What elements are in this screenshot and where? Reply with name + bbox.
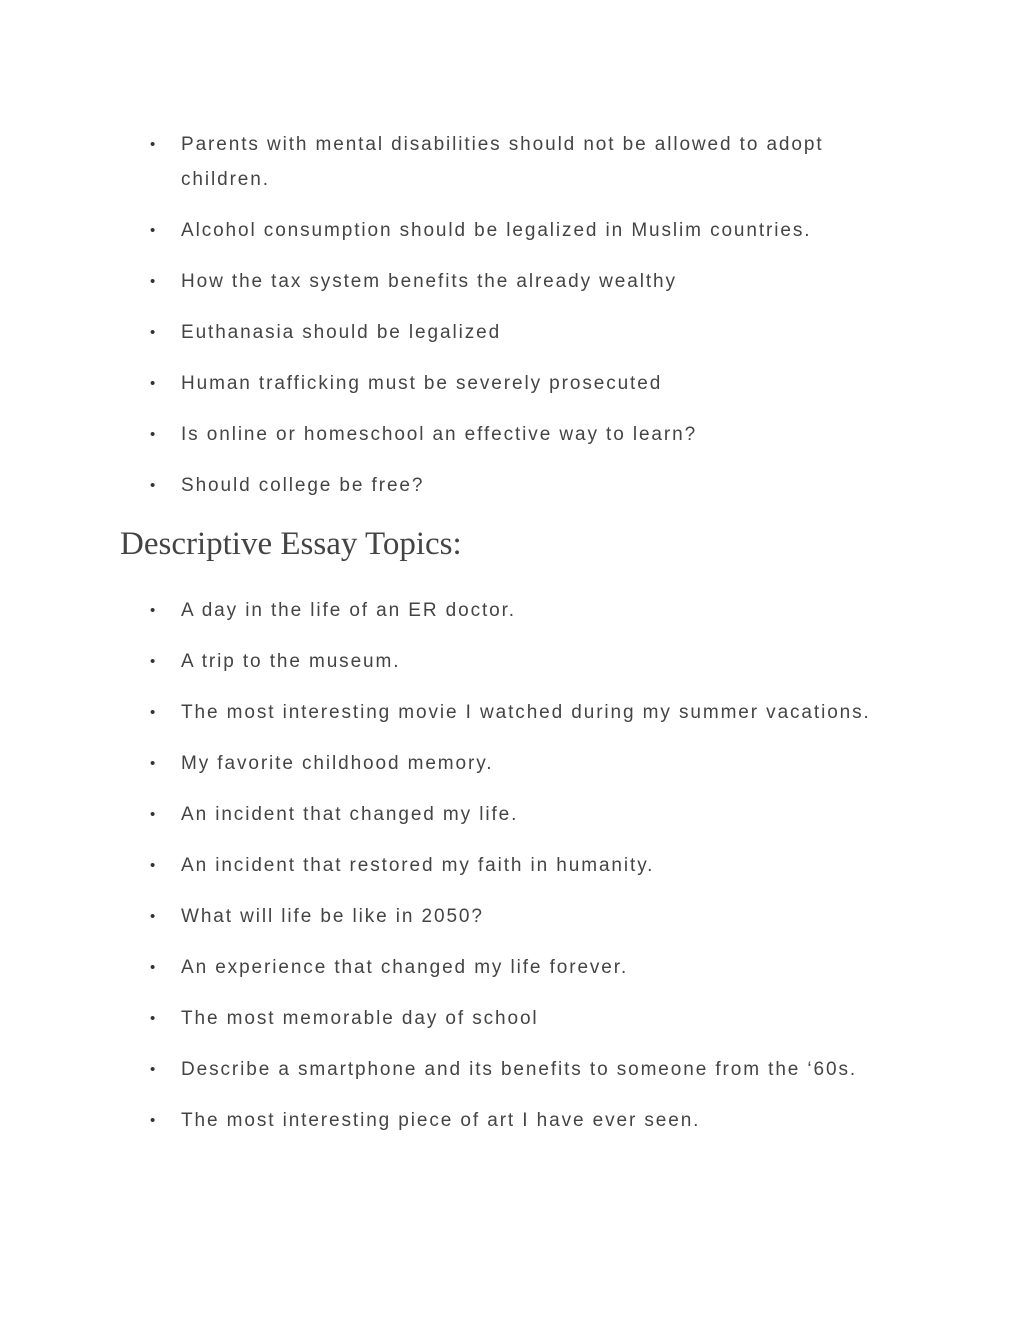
list-item-text: A trip to the museum. — [181, 651, 401, 672]
bullet-icon: • — [150, 857, 156, 874]
descriptive-topic-list — [150, 593, 910, 1154]
list-item — [150, 127, 910, 197]
list-item — [150, 1103, 910, 1138]
bullet-icon: • — [150, 477, 156, 494]
list-item-text: The most memorable day of school — [181, 1008, 539, 1029]
bullet-icon: • — [150, 136, 156, 153]
list-item — [150, 848, 910, 883]
bullet-icon: • — [150, 755, 156, 772]
bullet-icon: • — [150, 426, 156, 443]
list-item-text: Human trafficking must be severely prosecuted — [181, 373, 663, 394]
list-item-text: Euthanasia should be legalized — [181, 322, 502, 343]
argumentative-topic-list — [150, 127, 910, 519]
list-item-text: Should college be free? — [181, 475, 425, 496]
bullet-icon: • — [150, 222, 156, 239]
list-item-text: What will life be like in 2050? — [181, 906, 484, 927]
list-item-text: An incident that changed my life. — [181, 804, 519, 825]
bullet-icon: • — [150, 324, 156, 341]
list-item — [150, 213, 910, 248]
list-item-text: An experience that changed my life forever. — [181, 957, 629, 978]
list-item-text: The most interesting movie I watched during my summer vacations. — [181, 702, 871, 723]
bullet-icon: • — [150, 806, 156, 823]
list-item — [150, 366, 910, 401]
list-item — [150, 950, 910, 985]
bullet-icon: • — [150, 653, 156, 670]
list-item-text: The most interesting piece of art I have ever seen. — [181, 1110, 701, 1131]
bullet-icon: • — [150, 959, 156, 976]
list-item — [150, 899, 910, 934]
bullet-icon: • — [150, 1061, 156, 1078]
list-item-text: An incident that restored my faith in humanity. — [181, 855, 655, 876]
bullet-icon: • — [150, 375, 156, 392]
list-item-text: How the tax system benefits the already wealthy — [181, 271, 677, 292]
list-item — [150, 746, 910, 781]
list-item-text: Alcohol consumption should be legalized in Muslim countries. — [181, 220, 812, 241]
list-item — [150, 417, 910, 452]
bullet-icon: • — [150, 1010, 156, 1027]
bullet-icon: • — [150, 273, 156, 290]
list-item-text: Is online or homeschool an effective way to learn? — [181, 424, 698, 445]
list-item — [150, 797, 910, 832]
list-item — [150, 1052, 910, 1087]
bullet-icon: • — [150, 704, 156, 721]
list-item — [150, 593, 910, 628]
list-item — [150, 264, 910, 299]
list-item — [150, 644, 910, 679]
bullet-icon: • — [150, 602, 156, 619]
list-item-text: Describe a smartphone and its benefits to someone from the ‘60s. — [181, 1059, 858, 1080]
list-item — [150, 695, 910, 730]
list-item-text: A day in the life of an ER doctor. — [181, 600, 516, 621]
list-item-text: My favorite childhood memory. — [181, 753, 494, 774]
bullet-icon: • — [150, 1112, 156, 1129]
list-item — [150, 1001, 910, 1036]
section-heading: Descriptive Essay Topics: — [120, 526, 462, 562]
list-item — [150, 315, 910, 350]
list-item-text: Parents with mental disabilities should not be allowed to adopt children. — [181, 134, 824, 190]
bullet-icon: • — [150, 908, 156, 925]
list-item — [150, 468, 910, 503]
